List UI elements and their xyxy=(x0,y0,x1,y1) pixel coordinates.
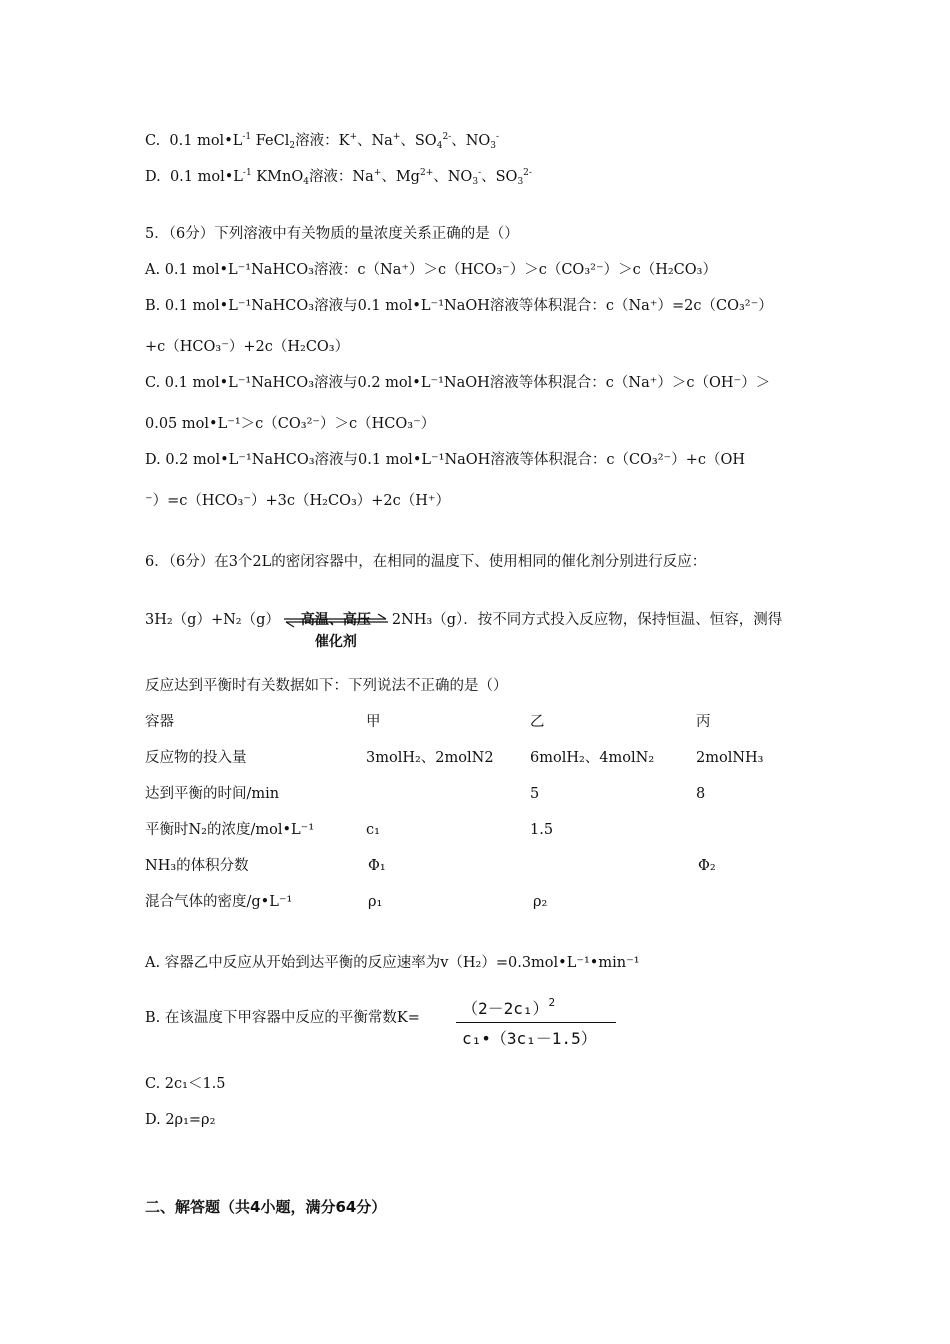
table-cell: 6molH₂、4molN₂ xyxy=(530,750,655,766)
q5-option-b-line2: +c（HCO₃⁻）+2c（H₂CO₃） xyxy=(145,339,350,355)
q6-option-a: A. 容器乙中反应从开始到达平衡的反应速率为v（H₂）=0.3mol•L⁻¹•min⁻¹ xyxy=(145,955,640,971)
q6-stem: 6．（6分）在3个2L的密闭容器中，在相同的温度下、使用相同的催化剂分别进行反应： xyxy=(145,554,707,570)
table-cell: 2molNH₃ xyxy=(696,750,764,766)
table-row-label: 达到平衡的时间/min xyxy=(145,786,280,802)
table-header-yi: 乙 xyxy=(530,714,545,730)
q5-option-b-line1: B. 0.1 mol•L⁻¹NaHCO₃溶液与0.1 mol•L⁻¹NaOH溶液等体积混合：c（Na⁺）=2c（CO₃²⁻） xyxy=(145,298,773,314)
section-heading: 二、解答题（共4小题，满分64分） xyxy=(145,1198,387,1216)
q6-option-c: C. 2c₁＜1.5 xyxy=(145,1076,226,1092)
table-cell: Φ₁ xyxy=(368,858,386,874)
equilibrium-arrow: 高温、高压 催化剂 xyxy=(282,600,390,640)
q6-option-d: D. 2ρ₁=ρ₂ xyxy=(145,1112,216,1128)
table-cell: 5 xyxy=(530,786,540,802)
table-row-label: NH₃的体积分数 xyxy=(145,858,249,874)
table-header-jia: 甲 xyxy=(366,714,381,730)
q6-stem2: 反应达到平衡时有关数据如下：下列说法不正确的是（） xyxy=(145,678,508,694)
q4-option-c: C. 0.1 $mol•L^{-1}$ FeCl$_2$溶液：K+、Na+、$SO_4^{2-}$、$NO_3^-$ xyxy=(145,132,500,151)
table-cell: 8 xyxy=(696,786,706,802)
table-cell: 3molH₂、2molN2 xyxy=(366,750,494,766)
table-cell: c₁ xyxy=(366,822,380,838)
table-row-label: 反应物的投入量 xyxy=(145,750,247,766)
q6-option-b: B. 在该温度下甲容器中反应的平衡常数K= xyxy=(145,1010,420,1026)
fraction-numerator: $(2-2c_1)^2$ xyxy=(462,996,556,1018)
q6-equation: 3H₂（g）+N₂（g） 高温、高压 催化剂 2NH₃（g）．按不同方式投入反应物，保持恒温、恒容，测得 xyxy=(145,600,782,640)
table-cell: Φ₂ xyxy=(698,858,716,874)
table-row-label: 平衡时N₂的浓度/mol•L⁻¹ xyxy=(145,822,315,838)
q5-option-c-line1: C. 0.1 mol•L⁻¹NaHCO₃溶液与0.2 mol•L⁻¹NaOH溶液等体积混合：c（Na⁺）＞c（OH⁻）＞ xyxy=(145,375,771,391)
table-header-bing: 丙 xyxy=(696,714,711,730)
q5-option-a: A. 0.1 mol•L⁻¹NaHCO₃溶液：c（Na⁺）＞c（HCO₃⁻）＞c（CO₃²⁻）＞c（H₂CO₃） xyxy=(145,262,717,278)
q5-stem: 5．（6分）下列溶液中有关物质的量浓度关系正确的是（） xyxy=(145,226,519,242)
fraction-denominator: c₁•（3c₁－1.5） xyxy=(462,1029,597,1048)
fraction-bar xyxy=(456,1022,616,1023)
table-cell: ρ₁ xyxy=(368,894,383,910)
table-row-label: 混合气体的密度/g•L⁻¹ xyxy=(145,894,293,910)
table-cell: ρ₂ xyxy=(533,894,548,910)
q4-option-d: D. 0.1 $mol•L^{-1}$ KMnO$_4$溶液：Na+、$Mg^{2+}$、$NO_3^-$、$SO_3^{2-}$ xyxy=(145,168,532,187)
table-cell: 1.5 xyxy=(530,822,554,838)
q5-option-c-line2: 0.05 mol•L⁻¹＞c（CO₃²⁻）＞c（HCO₃⁻） xyxy=(145,416,436,432)
table-header-label: 容器 xyxy=(145,714,174,730)
q5-option-d-line1: D. 0.2 mol•L⁻¹NaHCO₃溶液与0.1 mol•L⁻¹NaOH溶液等体积混合：c（CO₃²⁻）+c（OH xyxy=(145,452,746,468)
q5-option-d-line2: ⁻）=c（HCO₃⁻）+3c（H₂CO₃）+2c（H⁺） xyxy=(145,493,451,509)
